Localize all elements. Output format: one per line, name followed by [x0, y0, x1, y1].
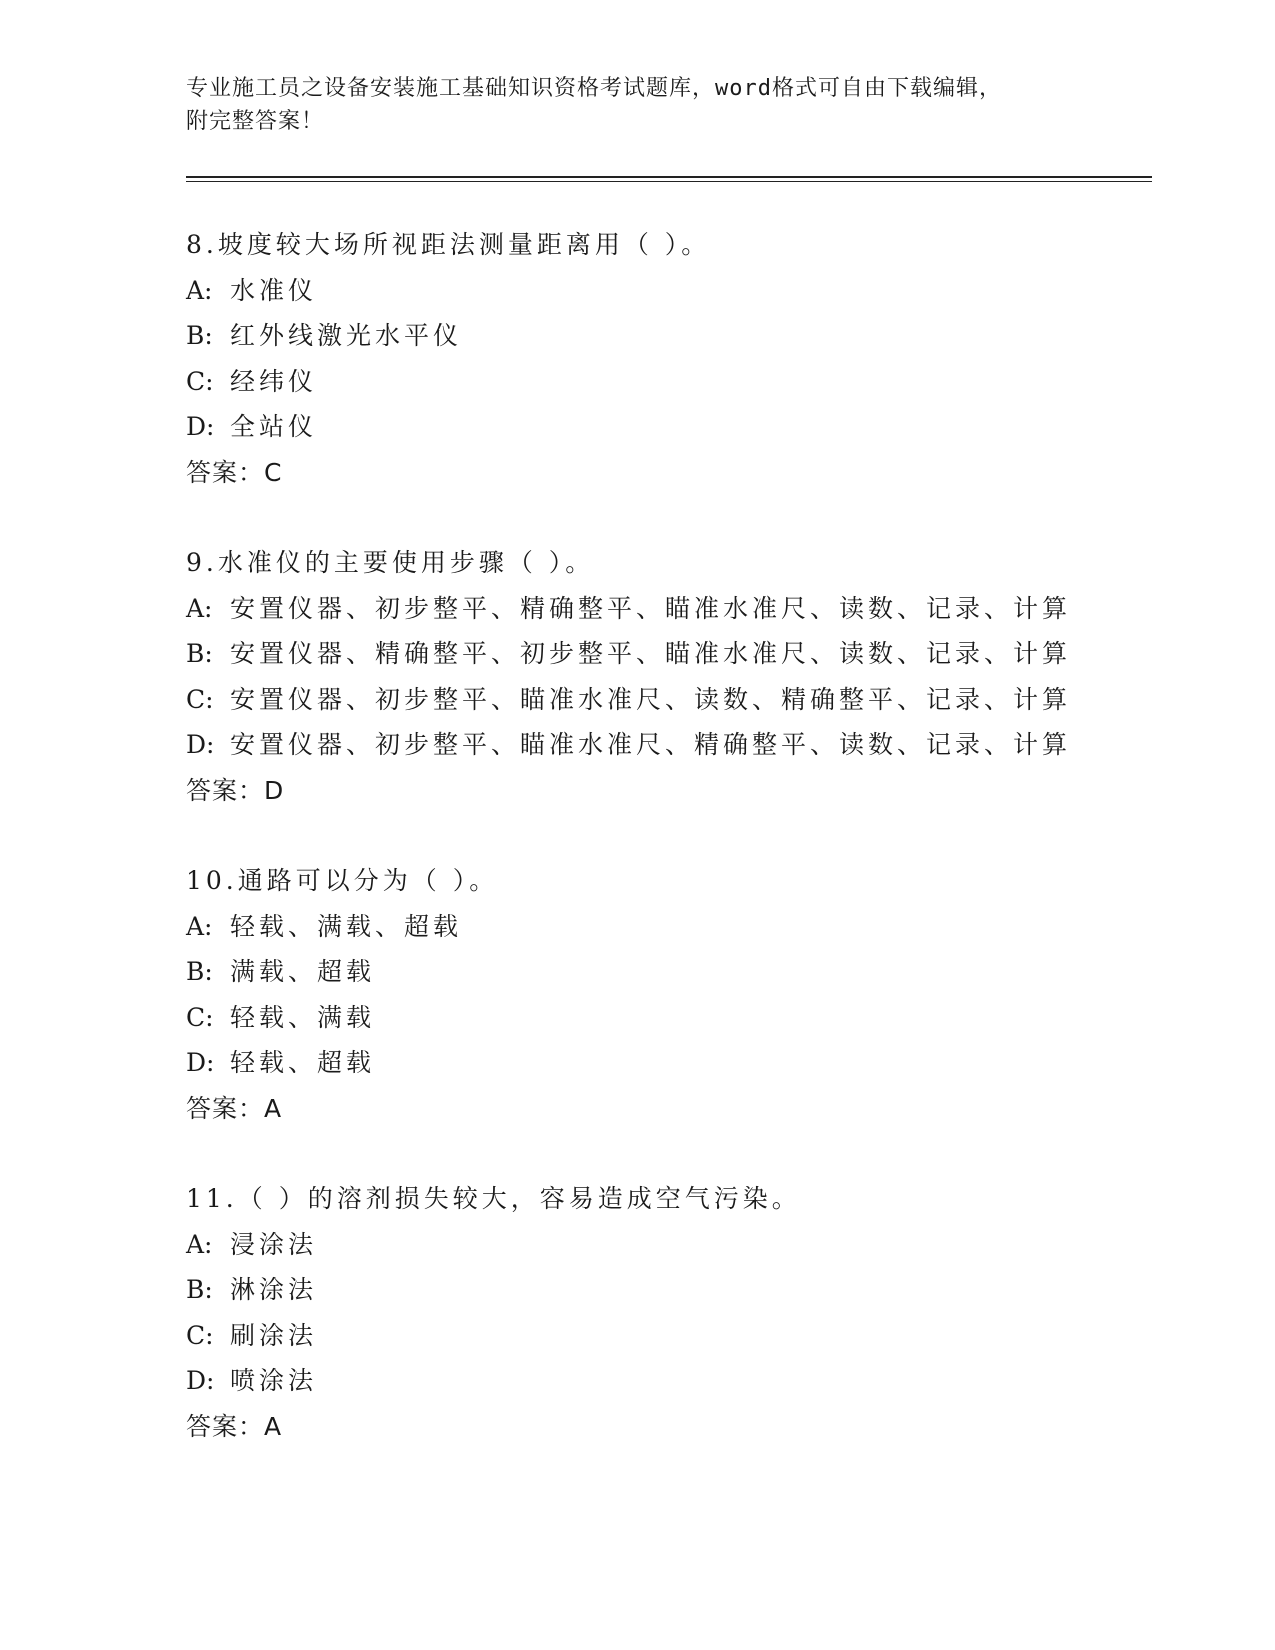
option-text: 喷涂法: [230, 1366, 318, 1395]
option-key: A:: [186, 1229, 213, 1259]
option-text: 安置仪器、初步整平、精确整平、瞄准水准尺、读数、记录、计算: [230, 593, 1072, 623]
option-key: C:: [186, 1002, 214, 1032]
option-text: 安置仪器、精确整平、初步整平、瞄准水准尺、读数、记录、计算: [230, 639, 1072, 668]
question-9: [186, 540, 1152, 813]
option-text: 安置仪器、初步整平、瞄准水准尺、精确整平、读数、记录、计算: [230, 730, 1072, 759]
option-key: D:: [186, 730, 215, 759]
question-text: 10.通路可以分为（ ）。: [186, 866, 499, 895]
option-key: D:: [186, 1048, 215, 1077]
option-text: 水准仪: [230, 275, 318, 305]
question-text: 11.（ ）的溶剂损失较大，容易造成空气污染。: [186, 1184, 801, 1213]
option-d: [186, 722, 1152, 768]
option-key: B:: [186, 321, 213, 350]
question-text: 8.坡度较大场所视距法测量距离用（ ）。: [186, 230, 711, 259]
option-key: C:: [186, 1320, 214, 1350]
option-text: 淋涂法: [230, 1275, 318, 1304]
answer: 答案：C: [186, 457, 283, 487]
option-a: [186, 586, 1152, 632]
option-text: 满载、超载: [230, 957, 376, 986]
option-text: 刷涂法: [230, 1320, 318, 1350]
option-a: [186, 268, 1152, 314]
option-d: [186, 404, 1152, 450]
option-key: A:: [186, 593, 213, 623]
option-d: [186, 1358, 1152, 1404]
option-text: 红外线激光水平仪: [230, 321, 463, 350]
document-page: [186, 0, 1152, 1494]
option-c: [186, 1313, 1152, 1359]
option-text: 经纬仪: [230, 366, 318, 396]
header-line-1: 专业施工员之设备安装施工基础知识资格考试题库，word格式可自由下载编辑，: [186, 76, 1002, 101]
option-key: B:: [186, 1275, 213, 1304]
question-list: [186, 222, 1152, 1449]
question-10: [186, 858, 1152, 1131]
option-a: [186, 1222, 1152, 1268]
option-b: [186, 313, 1152, 359]
option-c: [186, 359, 1152, 405]
option-text: 轻载、超载: [230, 1048, 376, 1077]
option-text: 全站仪: [230, 412, 318, 441]
option-d: [186, 1040, 1152, 1086]
answer: 答案：D: [186, 775, 285, 805]
option-key: D:: [186, 412, 215, 441]
question-text: 9.水准仪的主要使用步骤（ ）。: [186, 548, 595, 577]
option-key: C:: [186, 366, 214, 396]
document-header: [186, 72, 1152, 138]
option-key: B:: [186, 639, 213, 668]
option-text: 轻载、满载、超载: [230, 911, 463, 941]
option-b: [186, 949, 1152, 995]
option-c: [186, 677, 1152, 723]
question-8: [186, 222, 1152, 495]
option-c: [186, 995, 1152, 1041]
option-key: C:: [186, 684, 214, 714]
option-b: [186, 1267, 1152, 1313]
option-key: B:: [186, 957, 213, 986]
header-line-2: 附完整答案！: [186, 109, 325, 134]
answer: 答案：A: [186, 1093, 283, 1123]
question-11: [186, 1176, 1152, 1449]
header-divider: [186, 176, 1152, 182]
option-text: 安置仪器、初步整平、瞄准水准尺、读数、精确整平、记录、计算: [230, 684, 1072, 714]
answer: 答案：A: [186, 1411, 283, 1441]
option-key: D:: [186, 1366, 215, 1395]
option-text: 轻载、满载: [230, 1002, 376, 1032]
option-key: A:: [186, 911, 213, 941]
option-b: [186, 631, 1152, 677]
option-a: [186, 904, 1152, 950]
option-key: A:: [186, 275, 213, 305]
option-text: 浸涂法: [230, 1229, 318, 1259]
